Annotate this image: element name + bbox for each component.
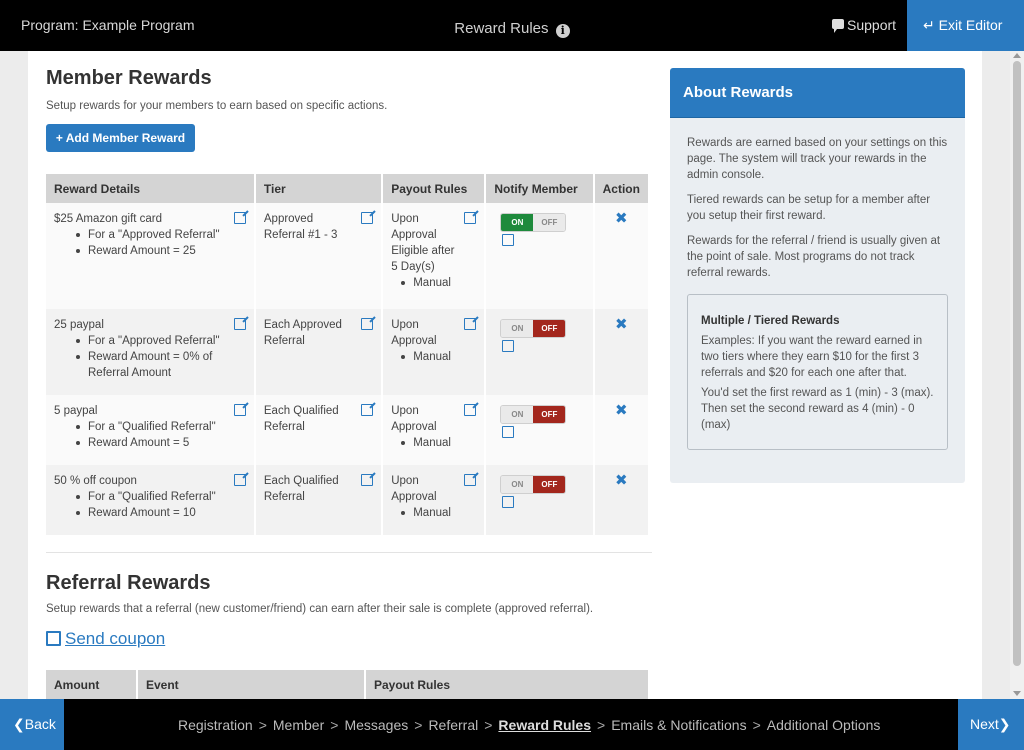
step-member[interactable]: Member	[272, 717, 325, 733]
step-reward-rules[interactable]: Reward Rules	[498, 717, 592, 733]
add-member-reward-button[interactable]: + Add Member Reward	[46, 124, 195, 152]
breadcrumb-separator: >	[258, 717, 267, 733]
list-item: Reward Amount = 0% of Referral Amount	[76, 349, 246, 381]
breadcrumb-separator: >	[484, 717, 493, 733]
tier-cell	[256, 395, 381, 465]
table-row	[46, 395, 648, 465]
step-additional-options[interactable]: Additional Options	[766, 717, 881, 733]
toggle-on[interactable]: ON	[501, 320, 533, 337]
payout-text: Upon Approval	[391, 405, 437, 433]
delete-icon[interactable]: ✖	[615, 402, 628, 419]
about-rewards-title: About Rewards	[670, 68, 965, 118]
exit-arrow-icon: ↵	[923, 17, 935, 33]
about-paragraph: Rewards are earned based on your settings on this page. The system will track your rewards in the admin console.	[687, 137, 948, 181]
edit-icon[interactable]	[464, 212, 476, 224]
chat-bubble-icon	[832, 19, 844, 29]
reward-details-cell	[46, 203, 254, 309]
edit-icon[interactable]	[234, 404, 246, 416]
toggle-off[interactable]: OFF	[533, 476, 565, 493]
step-breadcrumb	[178, 717, 880, 733]
notify-cell	[486, 465, 592, 535]
edit-icon[interactable]	[234, 474, 246, 486]
edit-icon[interactable]	[502, 496, 514, 508]
vertical-scrollbar[interactable]	[1010, 51, 1024, 699]
list-item: Manual	[401, 435, 476, 451]
reward-name: 25 paypal	[54, 319, 104, 331]
step-registration[interactable]: Registration	[178, 717, 253, 733]
table-row	[46, 465, 648, 535]
step-referral[interactable]: Referral	[428, 717, 479, 733]
list-item: For a "Approved Referral"	[76, 227, 246, 243]
exit-editor-button[interactable]	[907, 0, 1024, 51]
toggle-off[interactable]: OFF	[533, 214, 565, 231]
program-name: Program: Example Program	[21, 17, 195, 33]
list-item: Reward Amount = 25	[76, 243, 246, 259]
page-title-text: Reward Rules	[454, 20, 549, 37]
col-payout-rules: Payout Rules	[383, 174, 484, 203]
section-divider	[46, 552, 652, 553]
referral-rewards-title: Referral Rewards	[46, 572, 211, 594]
exit-editor-label: Exit Editor	[938, 17, 1003, 33]
scroll-thumb[interactable]	[1013, 61, 1021, 666]
payout-cell	[383, 395, 484, 465]
list-item: Manual	[401, 349, 476, 365]
breadcrumb-separator: >	[330, 717, 339, 733]
col-event: Event	[138, 670, 364, 699]
support-link[interactable]	[832, 17, 896, 33]
tier-text: Each Qualified Referral	[263, 405, 339, 433]
edit-icon[interactable]	[464, 474, 476, 486]
payout-cell	[383, 203, 484, 309]
tier-cell	[256, 465, 381, 535]
send-coupon-label: Send coupon	[65, 629, 166, 648]
list-item: For a "Approved Referral"	[76, 333, 246, 349]
about-rewards-panel	[670, 68, 965, 483]
toggle-off[interactable]: OFF	[533, 320, 565, 337]
delete-icon[interactable]: ✖	[615, 316, 628, 333]
delete-icon[interactable]: ✖	[615, 472, 628, 489]
edit-icon[interactable]	[234, 212, 246, 224]
send-coupon-link[interactable]	[46, 629, 165, 649]
payout-text: Upon Approval Eligible after 5 Day(s)	[391, 213, 455, 273]
tier-text: Each Approved Referral	[263, 319, 342, 347]
col-reward-details: Reward Details	[46, 174, 254, 203]
list-item: For a "Qualified Referral"	[76, 419, 246, 435]
back-label: Back	[24, 716, 56, 732]
action-cell	[595, 309, 648, 395]
edit-icon[interactable]	[361, 474, 373, 486]
edit-icon	[46, 631, 61, 646]
action-cell	[595, 203, 648, 309]
reward-details-cell	[46, 465, 254, 535]
list-item: Reward Amount = 5	[76, 435, 246, 451]
notify-cell	[486, 395, 592, 465]
notify-toggle[interactable]	[500, 319, 566, 338]
edit-icon[interactable]	[502, 234, 514, 246]
table-row	[46, 203, 648, 309]
toggle-on[interactable]: ON	[501, 476, 533, 493]
payout-cell	[383, 309, 484, 395]
chevron-right-icon: ❯	[998, 716, 1011, 732]
info-icon[interactable]: i	[556, 24, 570, 38]
list-item: Manual	[401, 275, 476, 291]
reward-details-list	[54, 333, 246, 381]
reward-name: $25 Amazon gift card	[54, 213, 163, 225]
reward-details-cell	[46, 395, 254, 465]
chevron-left-icon: ❮	[13, 716, 25, 732]
tier-text: Each Qualified Referral	[263, 475, 339, 503]
reward-name: 5 paypal	[54, 405, 98, 417]
edit-icon[interactable]	[234, 318, 246, 330]
tier-cell	[256, 203, 381, 309]
col-notify-member: Notify Member	[486, 174, 592, 203]
action-cell	[595, 465, 648, 535]
tiered-rewards-box	[687, 294, 948, 450]
edit-icon[interactable]	[464, 404, 476, 416]
payout-cell	[383, 465, 484, 535]
payout-list	[391, 275, 476, 291]
col-amount: Amount	[46, 670, 136, 699]
scroll-up-icon[interactable]	[1013, 53, 1021, 58]
breadcrumb-separator: >	[597, 717, 606, 733]
breadcrumb-separator: >	[752, 717, 761, 733]
reward-details-list	[54, 227, 246, 259]
tiered-rewards-example: You'd set the first reward as 1 (min) - 3 (max). Then set the second reward as 4 (min) - 0 (max)	[701, 387, 934, 431]
edit-icon[interactable]	[464, 318, 476, 330]
col-payout-rules: Payout Rules	[366, 670, 648, 699]
next-label: Next	[970, 716, 999, 732]
payout-list	[391, 349, 476, 365]
edit-icon[interactable]	[361, 318, 373, 330]
payout-text: Upon Approval	[391, 319, 437, 347]
toggle-on[interactable]: ON	[501, 406, 533, 423]
edit-icon[interactable]	[502, 426, 514, 438]
next-button[interactable]	[958, 699, 1024, 750]
reward-details-list	[54, 419, 246, 451]
toggle-on[interactable]: ON	[501, 214, 533, 231]
notify-toggle[interactable]	[500, 475, 566, 494]
notify-cell	[486, 203, 592, 309]
breadcrumb-separator: >	[414, 717, 423, 733]
main-content	[28, 51, 982, 699]
toggle-off[interactable]: OFF	[533, 406, 565, 423]
top-bar	[0, 0, 1024, 51]
reward-details-list	[54, 489, 246, 521]
about-paragraph: Tiered rewards can be setup for a member after you setup their first reward.	[687, 194, 931, 222]
tiered-rewards-title: Multiple / Tiered Rewards	[701, 315, 840, 327]
tier-text: Approved Referral #1 - 3	[263, 213, 338, 241]
scroll-down-icon[interactable]	[1013, 691, 1021, 696]
delete-icon[interactable]: ✖	[615, 210, 628, 227]
member-rewards-table	[44, 174, 650, 535]
edit-icon[interactable]	[361, 404, 373, 416]
about-paragraph: Rewards for the referral / friend is usually given at the point of sale. Most programs do not track referral rewards.	[687, 235, 941, 279]
payout-list	[391, 505, 476, 521]
tiered-rewards-example: Examples: If you want the reward earned in two tiers where they earn $10 for the first 3 referrals and $20 for each one after that.	[701, 335, 923, 379]
list-item: Manual	[401, 505, 476, 521]
step-messages[interactable]: Messages	[344, 717, 409, 733]
payout-text: Upon Approval	[391, 475, 437, 503]
edit-icon[interactable]	[502, 340, 514, 352]
notify-toggle[interactable]	[500, 213, 566, 232]
support-label: Support	[847, 17, 897, 33]
member-rewards-title: Member Rewards	[46, 67, 212, 89]
bottom-bar	[0, 699, 1024, 750]
table-row	[46, 309, 648, 395]
payout-list	[391, 435, 476, 451]
edit-icon[interactable]	[361, 212, 373, 224]
member-rewards-subtitle: Setup rewards for your members to earn based on specific actions.	[46, 100, 388, 112]
reward-details-cell	[46, 309, 254, 395]
referral-rewards-table	[44, 670, 650, 699]
notify-toggle[interactable]	[500, 405, 566, 424]
tier-cell	[256, 309, 381, 395]
action-cell	[595, 395, 648, 465]
col-tier: Tier	[256, 174, 381, 203]
list-item: For a "Qualified Referral"	[76, 489, 246, 505]
list-item: Reward Amount = 10	[76, 505, 246, 521]
notify-cell	[486, 309, 592, 395]
col-action: Action	[595, 174, 648, 203]
referral-rewards-subtitle: Setup rewards that a referral (new customer/friend) can earn after their sale is complete (approved referral).	[46, 603, 594, 615]
step-emails-notifications[interactable]: Emails & Notifications	[611, 717, 747, 733]
reward-name: 50 % off coupon	[54, 475, 137, 487]
back-button[interactable]	[0, 699, 64, 750]
